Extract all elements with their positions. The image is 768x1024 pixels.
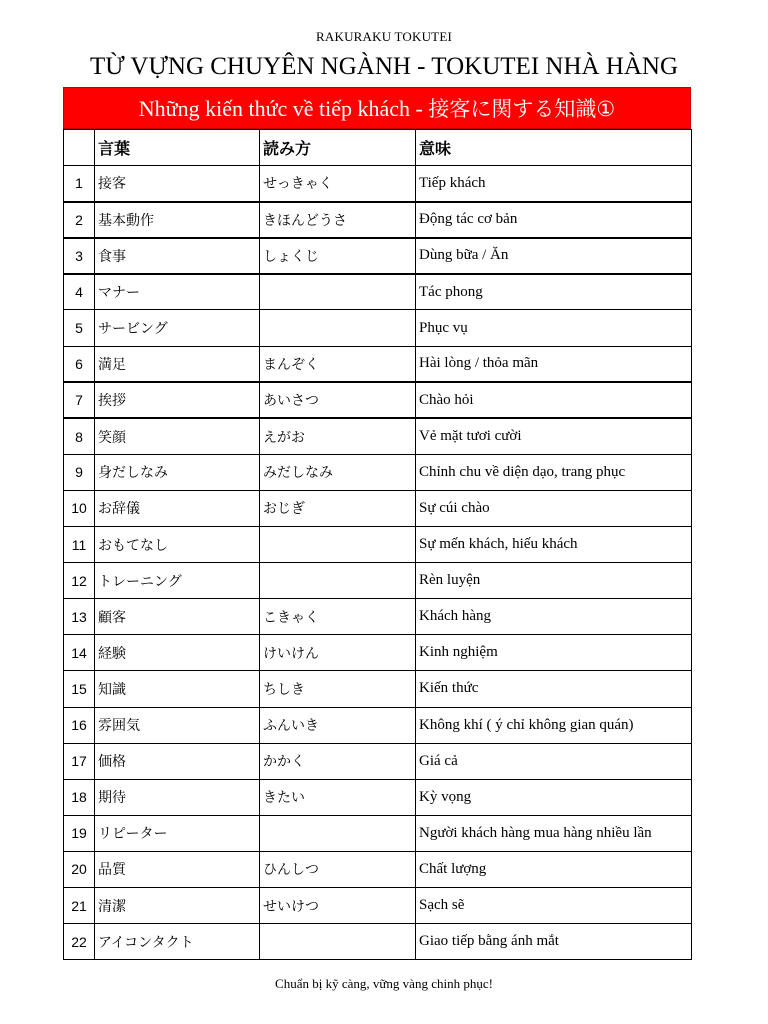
row-reading: けいけん	[260, 635, 416, 671]
row-number: 7	[64, 382, 95, 418]
row-meaning: Tiếp khách	[416, 166, 692, 202]
row-meaning: Không khí ( ý chỉ không gian quán)	[416, 707, 692, 743]
row-word: 基本動作	[95, 202, 260, 238]
row-number: 4	[64, 274, 95, 310]
row-number: 14	[64, 635, 95, 671]
row-number: 6	[64, 346, 95, 382]
row-reading: きほんどうさ	[260, 202, 416, 238]
table-row	[64, 887, 692, 923]
row-word: おもてなし	[95, 527, 260, 563]
row-meaning: Chào hỏi	[416, 382, 692, 418]
row-word: サービング	[95, 310, 260, 346]
row-meaning: Sự mến khách, hiếu khách	[416, 527, 692, 563]
row-reading: まんぞく	[260, 346, 416, 382]
row-reading: ちしき	[260, 671, 416, 707]
row-reading: きたい	[260, 779, 416, 815]
row-meaning: Kiến thức	[416, 671, 692, 707]
table-row	[64, 671, 692, 707]
row-word: 身だしなみ	[95, 454, 260, 490]
row-number: 8	[64, 418, 95, 454]
row-meaning: Khách hàng	[416, 599, 692, 635]
row-reading: おじぎ	[260, 490, 416, 526]
row-word: トレーニング	[95, 563, 260, 599]
row-meaning: Phục vụ	[416, 310, 692, 346]
row-meaning: Giao tiếp bằng ánh mắt	[416, 924, 692, 960]
table-row	[64, 599, 692, 635]
row-word: 顧客	[95, 599, 260, 635]
row-reading: しょくじ	[260, 238, 416, 274]
row-reading: かかく	[260, 743, 416, 779]
row-meaning: Dùng bữa / Ăn	[416, 238, 692, 274]
row-meaning: Kỳ vọng	[416, 779, 692, 815]
row-number: 5	[64, 310, 95, 346]
brand-label: RAKURAKU TOKUTEI	[316, 29, 452, 44]
row-meaning: Vẻ mặt tươi cười	[416, 418, 692, 454]
table-row	[64, 707, 692, 743]
row-number: 18	[64, 779, 95, 815]
table-row	[64, 166, 692, 202]
row-number: 12	[64, 563, 95, 599]
row-word: 笑顔	[95, 418, 260, 454]
table-row	[64, 635, 692, 671]
row-reading: せいけつ	[260, 887, 416, 923]
row-word: 食事	[95, 238, 260, 274]
banner-title-vi: Những kiến thức về tiếp khách -	[138, 96, 429, 121]
table-row	[64, 743, 692, 779]
row-number: 17	[64, 743, 95, 779]
row-word: 品質	[95, 851, 260, 887]
row-meaning: Giá cả	[416, 743, 692, 779]
footer-slogan: Chuẩn bị kỹ càng, vững vàng chinh phục!	[275, 976, 493, 991]
row-word: 期待	[95, 779, 260, 815]
row-reading	[260, 310, 416, 346]
row-meaning: Rèn luyện	[416, 563, 692, 599]
row-word: 清潔	[95, 887, 260, 923]
column-header-number	[64, 130, 95, 166]
row-number: 21	[64, 887, 95, 923]
row-meaning: Động tác cơ bản	[416, 202, 692, 238]
row-meaning: Chỉnh chu về diện dạo, trang phục	[416, 454, 692, 490]
row-word: 雰囲気	[95, 707, 260, 743]
row-meaning: Sự cúi chào	[416, 490, 692, 526]
row-word: リピーター	[95, 815, 260, 851]
banner-title-jp: 接客に関する知識①	[428, 97, 616, 121]
table-row	[64, 382, 692, 418]
row-meaning: Tác phong	[416, 274, 692, 310]
table-body	[64, 166, 692, 960]
row-reading	[260, 815, 416, 851]
row-reading: あいさつ	[260, 382, 416, 418]
row-reading	[260, 563, 416, 599]
row-reading: ふんいき	[260, 707, 416, 743]
table-row	[64, 924, 692, 960]
row-word: 挨拶	[95, 382, 260, 418]
page-title: TỪ VỰNG CHUYÊN NGÀNH - TOKUTEI NHÀ HÀNG	[89, 53, 679, 80]
column-header-reading: 読み方	[260, 130, 416, 166]
row-number: 13	[64, 599, 95, 635]
row-reading	[260, 274, 416, 310]
row-meaning: Chất lượng	[416, 851, 692, 887]
table-row	[64, 346, 692, 382]
row-number: 16	[64, 707, 95, 743]
table-header-row	[64, 130, 692, 166]
row-word: マナー	[95, 274, 260, 310]
row-reading: みだしなみ	[260, 454, 416, 490]
row-word: 経験	[95, 635, 260, 671]
table-row	[64, 202, 692, 238]
table-row	[64, 563, 692, 599]
row-reading: せっきゃく	[260, 166, 416, 202]
row-reading	[260, 924, 416, 960]
row-word: 満足	[95, 346, 260, 382]
row-number: 10	[64, 490, 95, 526]
table-row	[64, 851, 692, 887]
row-number: 22	[64, 924, 95, 960]
section-banner	[63, 87, 691, 129]
row-number: 11	[64, 527, 95, 563]
row-word: 接客	[95, 166, 260, 202]
row-meaning: Hài lòng / thỏa mãn	[416, 346, 692, 382]
row-meaning: Người khách hàng mua hàng nhiều lần	[416, 815, 692, 851]
row-number: 2	[64, 202, 95, 238]
row-word: アイコンタクト	[95, 924, 260, 960]
row-number: 9	[64, 454, 95, 490]
row-word: 知識	[95, 671, 260, 707]
table-row	[64, 274, 692, 310]
vocabulary-table	[63, 129, 692, 960]
row-meaning: Sạch sẽ	[416, 887, 692, 923]
table-row	[64, 490, 692, 526]
row-meaning: Kinh nghiệm	[416, 635, 692, 671]
row-number: 19	[64, 815, 95, 851]
table-row	[64, 418, 692, 454]
table-row	[64, 779, 692, 815]
table-row	[64, 454, 692, 490]
table-row	[64, 527, 692, 563]
row-number: 1	[64, 166, 95, 202]
row-number: 20	[64, 851, 95, 887]
row-number: 15	[64, 671, 95, 707]
row-number: 3	[64, 238, 95, 274]
row-reading: ひんしつ	[260, 851, 416, 887]
row-reading	[260, 527, 416, 563]
table-row	[64, 815, 692, 851]
row-word: お辞儀	[95, 490, 260, 526]
table-row	[64, 310, 692, 346]
table-row	[64, 238, 692, 274]
row-reading: えがお	[260, 418, 416, 454]
column-header-word: 言葉	[95, 130, 260, 166]
column-header-meaning: 意味	[416, 130, 692, 166]
row-reading: こきゃく	[260, 599, 416, 635]
row-word: 価格	[95, 743, 260, 779]
